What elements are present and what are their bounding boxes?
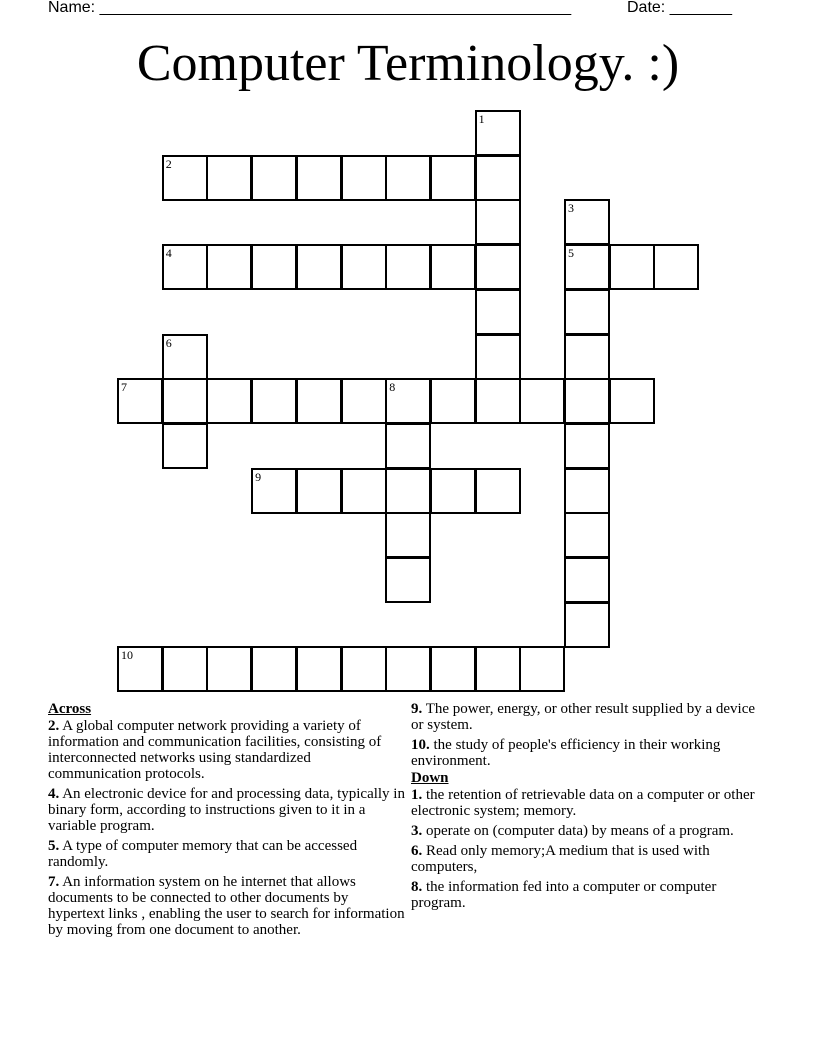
crossword-cell[interactable] bbox=[519, 378, 565, 424]
crossword-cell[interactable] bbox=[162, 378, 208, 424]
crossword-cell[interactable] bbox=[475, 646, 521, 692]
page-title: Computer Terminology. :) bbox=[136, 35, 680, 92]
clue-down-6 bbox=[411, 843, 761, 875]
crossword-cell[interactable] bbox=[385, 468, 431, 514]
crossword-cell[interactable] bbox=[296, 468, 342, 514]
crossword-cell[interactable] bbox=[475, 289, 521, 335]
crossword-cell[interactable] bbox=[206, 378, 252, 424]
crossword-cell[interactable] bbox=[341, 378, 387, 424]
clue-text: operate on (computer data) by means of a program. bbox=[426, 823, 734, 839]
crossword-cell[interactable] bbox=[519, 646, 565, 692]
cell-number: 5 bbox=[568, 246, 574, 261]
crossword-cell[interactable] bbox=[162, 646, 208, 692]
crossword-cell[interactable] bbox=[251, 155, 297, 201]
crossword-cell[interactable] bbox=[385, 155, 431, 201]
crossword-cell[interactable] bbox=[117, 378, 163, 424]
clue-across-2 bbox=[48, 718, 406, 782]
crossword-cell[interactable] bbox=[609, 244, 655, 290]
crossword-cell[interactable] bbox=[341, 646, 387, 692]
crossword-cell[interactable] bbox=[564, 199, 610, 245]
crossword-cell[interactable] bbox=[341, 244, 387, 290]
crossword-cell[interactable] bbox=[475, 244, 521, 290]
clue-text: A global computer network providing a variety of information and communication facilities, consisting of interconnected networks using standardized communication protocols. bbox=[48, 718, 382, 782]
cell-number: 3 bbox=[568, 201, 574, 216]
crossword-cell[interactable] bbox=[251, 468, 297, 514]
clue-down-3 bbox=[411, 823, 761, 839]
crossword-cell[interactable] bbox=[430, 468, 476, 514]
cell-number: 8 bbox=[389, 380, 396, 395]
cell-number: 9 bbox=[255, 469, 262, 484]
name-field-line: Name: _____________________________________________________ bbox=[48, 0, 572, 16]
clue-across-9 bbox=[411, 701, 761, 733]
crossword-cell[interactable] bbox=[162, 244, 208, 290]
clues-column-left bbox=[48, 701, 406, 942]
clue-text: the study of people's efficiency in their working environment. bbox=[411, 737, 721, 769]
crossword-cell[interactable] bbox=[475, 468, 521, 514]
crossword-cell[interactable] bbox=[296, 646, 342, 692]
crossword-cell[interactable] bbox=[475, 199, 521, 245]
crossword-cell[interactable] bbox=[430, 378, 476, 424]
crossword-cell[interactable] bbox=[564, 512, 610, 558]
crossword-cell[interactable] bbox=[385, 646, 431, 692]
clue-down-8 bbox=[411, 879, 761, 911]
crossword-cell[interactable] bbox=[430, 155, 476, 201]
clue-across-4 bbox=[48, 786, 406, 834]
crossword-cell[interactable] bbox=[475, 110, 521, 156]
crossword-cell[interactable] bbox=[385, 557, 431, 603]
clue-text: An electronic device for and processing data, typically in binary form, according to instructions given to it in a variable program. bbox=[48, 786, 405, 834]
clue-number: 7. bbox=[48, 874, 60, 890]
crossword-cell[interactable] bbox=[341, 468, 387, 514]
clue-text: the information fed into a computer or computer program. bbox=[411, 879, 717, 911]
crossword-cell[interactable] bbox=[385, 244, 431, 290]
clues-column-right bbox=[411, 701, 761, 915]
cell-number: 4 bbox=[165, 246, 172, 261]
crossword-cell[interactable] bbox=[564, 334, 610, 380]
crossword-cell[interactable] bbox=[206, 155, 252, 201]
clue-down-1 bbox=[411, 787, 761, 819]
crossword-cell[interactable] bbox=[296, 244, 342, 290]
crossword-cell[interactable] bbox=[475, 378, 521, 424]
crossword-cell[interactable] bbox=[564, 602, 610, 648]
clue-text: the retention of retrievable data on a computer or other electronic system; memory. bbox=[411, 787, 755, 819]
clue-text: The power, energy, or other result supplied by a device or system. bbox=[411, 701, 756, 733]
crossword-cell[interactable] bbox=[564, 289, 610, 335]
crossword-cell[interactable] bbox=[653, 244, 699, 290]
clue-number: 4. bbox=[48, 786, 60, 802]
crossword-cell[interactable] bbox=[430, 244, 476, 290]
crossword-cell[interactable] bbox=[385, 512, 431, 558]
clue-across-5 bbox=[48, 838, 406, 870]
clue-across-7 bbox=[48, 874, 406, 938]
cell-number: 6 bbox=[165, 335, 172, 350]
crossword-cell[interactable] bbox=[341, 155, 387, 201]
crossword-cell[interactable] bbox=[296, 378, 342, 424]
clue-number: 9. bbox=[411, 701, 423, 717]
clue-number: 3. bbox=[411, 823, 423, 839]
crossword-cell[interactable] bbox=[564, 557, 610, 603]
crossword-cell[interactable] bbox=[475, 155, 521, 201]
crossword-cell[interactable] bbox=[564, 423, 610, 469]
crossword-cell[interactable] bbox=[564, 468, 610, 514]
crossword-cell[interactable] bbox=[251, 244, 297, 290]
date-field-line: Date: _______ bbox=[627, 0, 732, 16]
clue-text: Read only memory;A medium that is used with computers, bbox=[411, 843, 710, 875]
crossword-cell[interactable] bbox=[385, 423, 431, 469]
cell-number: 1 bbox=[478, 112, 485, 126]
down-heading: Down bbox=[411, 770, 449, 786]
clue-number: 1. bbox=[411, 787, 423, 803]
clue-number: 2. bbox=[48, 718, 60, 734]
crossword-cell[interactable] bbox=[162, 334, 208, 380]
crossword-cell[interactable] bbox=[609, 378, 655, 424]
crossword-cell[interactable] bbox=[430, 646, 476, 692]
crossword-cell[interactable] bbox=[117, 646, 163, 692]
clue-number: 10. bbox=[411, 737, 430, 753]
cell-number: 7 bbox=[121, 380, 127, 395]
crossword-cell[interactable] bbox=[206, 646, 252, 692]
crossword-cell[interactable] bbox=[251, 378, 297, 424]
clue-number: 8. bbox=[411, 879, 423, 895]
cell-number: 10 bbox=[121, 648, 133, 663]
crossword-cell[interactable] bbox=[564, 244, 610, 290]
crossword-cell[interactable] bbox=[162, 423, 208, 469]
clue-across-10 bbox=[411, 737, 761, 769]
clue-number: 5. bbox=[48, 838, 60, 854]
across-heading: Across bbox=[48, 701, 92, 717]
clue-number: 6. bbox=[411, 843, 423, 859]
crossword-cell[interactable] bbox=[206, 244, 252, 290]
crossword-cell[interactable] bbox=[296, 155, 342, 201]
crossword-cell[interactable] bbox=[385, 378, 431, 424]
crossword-cell[interactable] bbox=[564, 378, 610, 424]
crossword-cell[interactable] bbox=[162, 155, 208, 201]
clue-text: An information system on he internet that allows documents to be connected to other documents by hypertext links , enabling the user to search for information by moving from one document to another. bbox=[48, 874, 405, 938]
clue-text: A type of computer memory that can be accessed randomly. bbox=[48, 838, 358, 870]
crossword-cell[interactable] bbox=[475, 334, 521, 380]
cell-number: 2 bbox=[165, 156, 172, 171]
crossword-cell[interactable] bbox=[251, 646, 297, 692]
